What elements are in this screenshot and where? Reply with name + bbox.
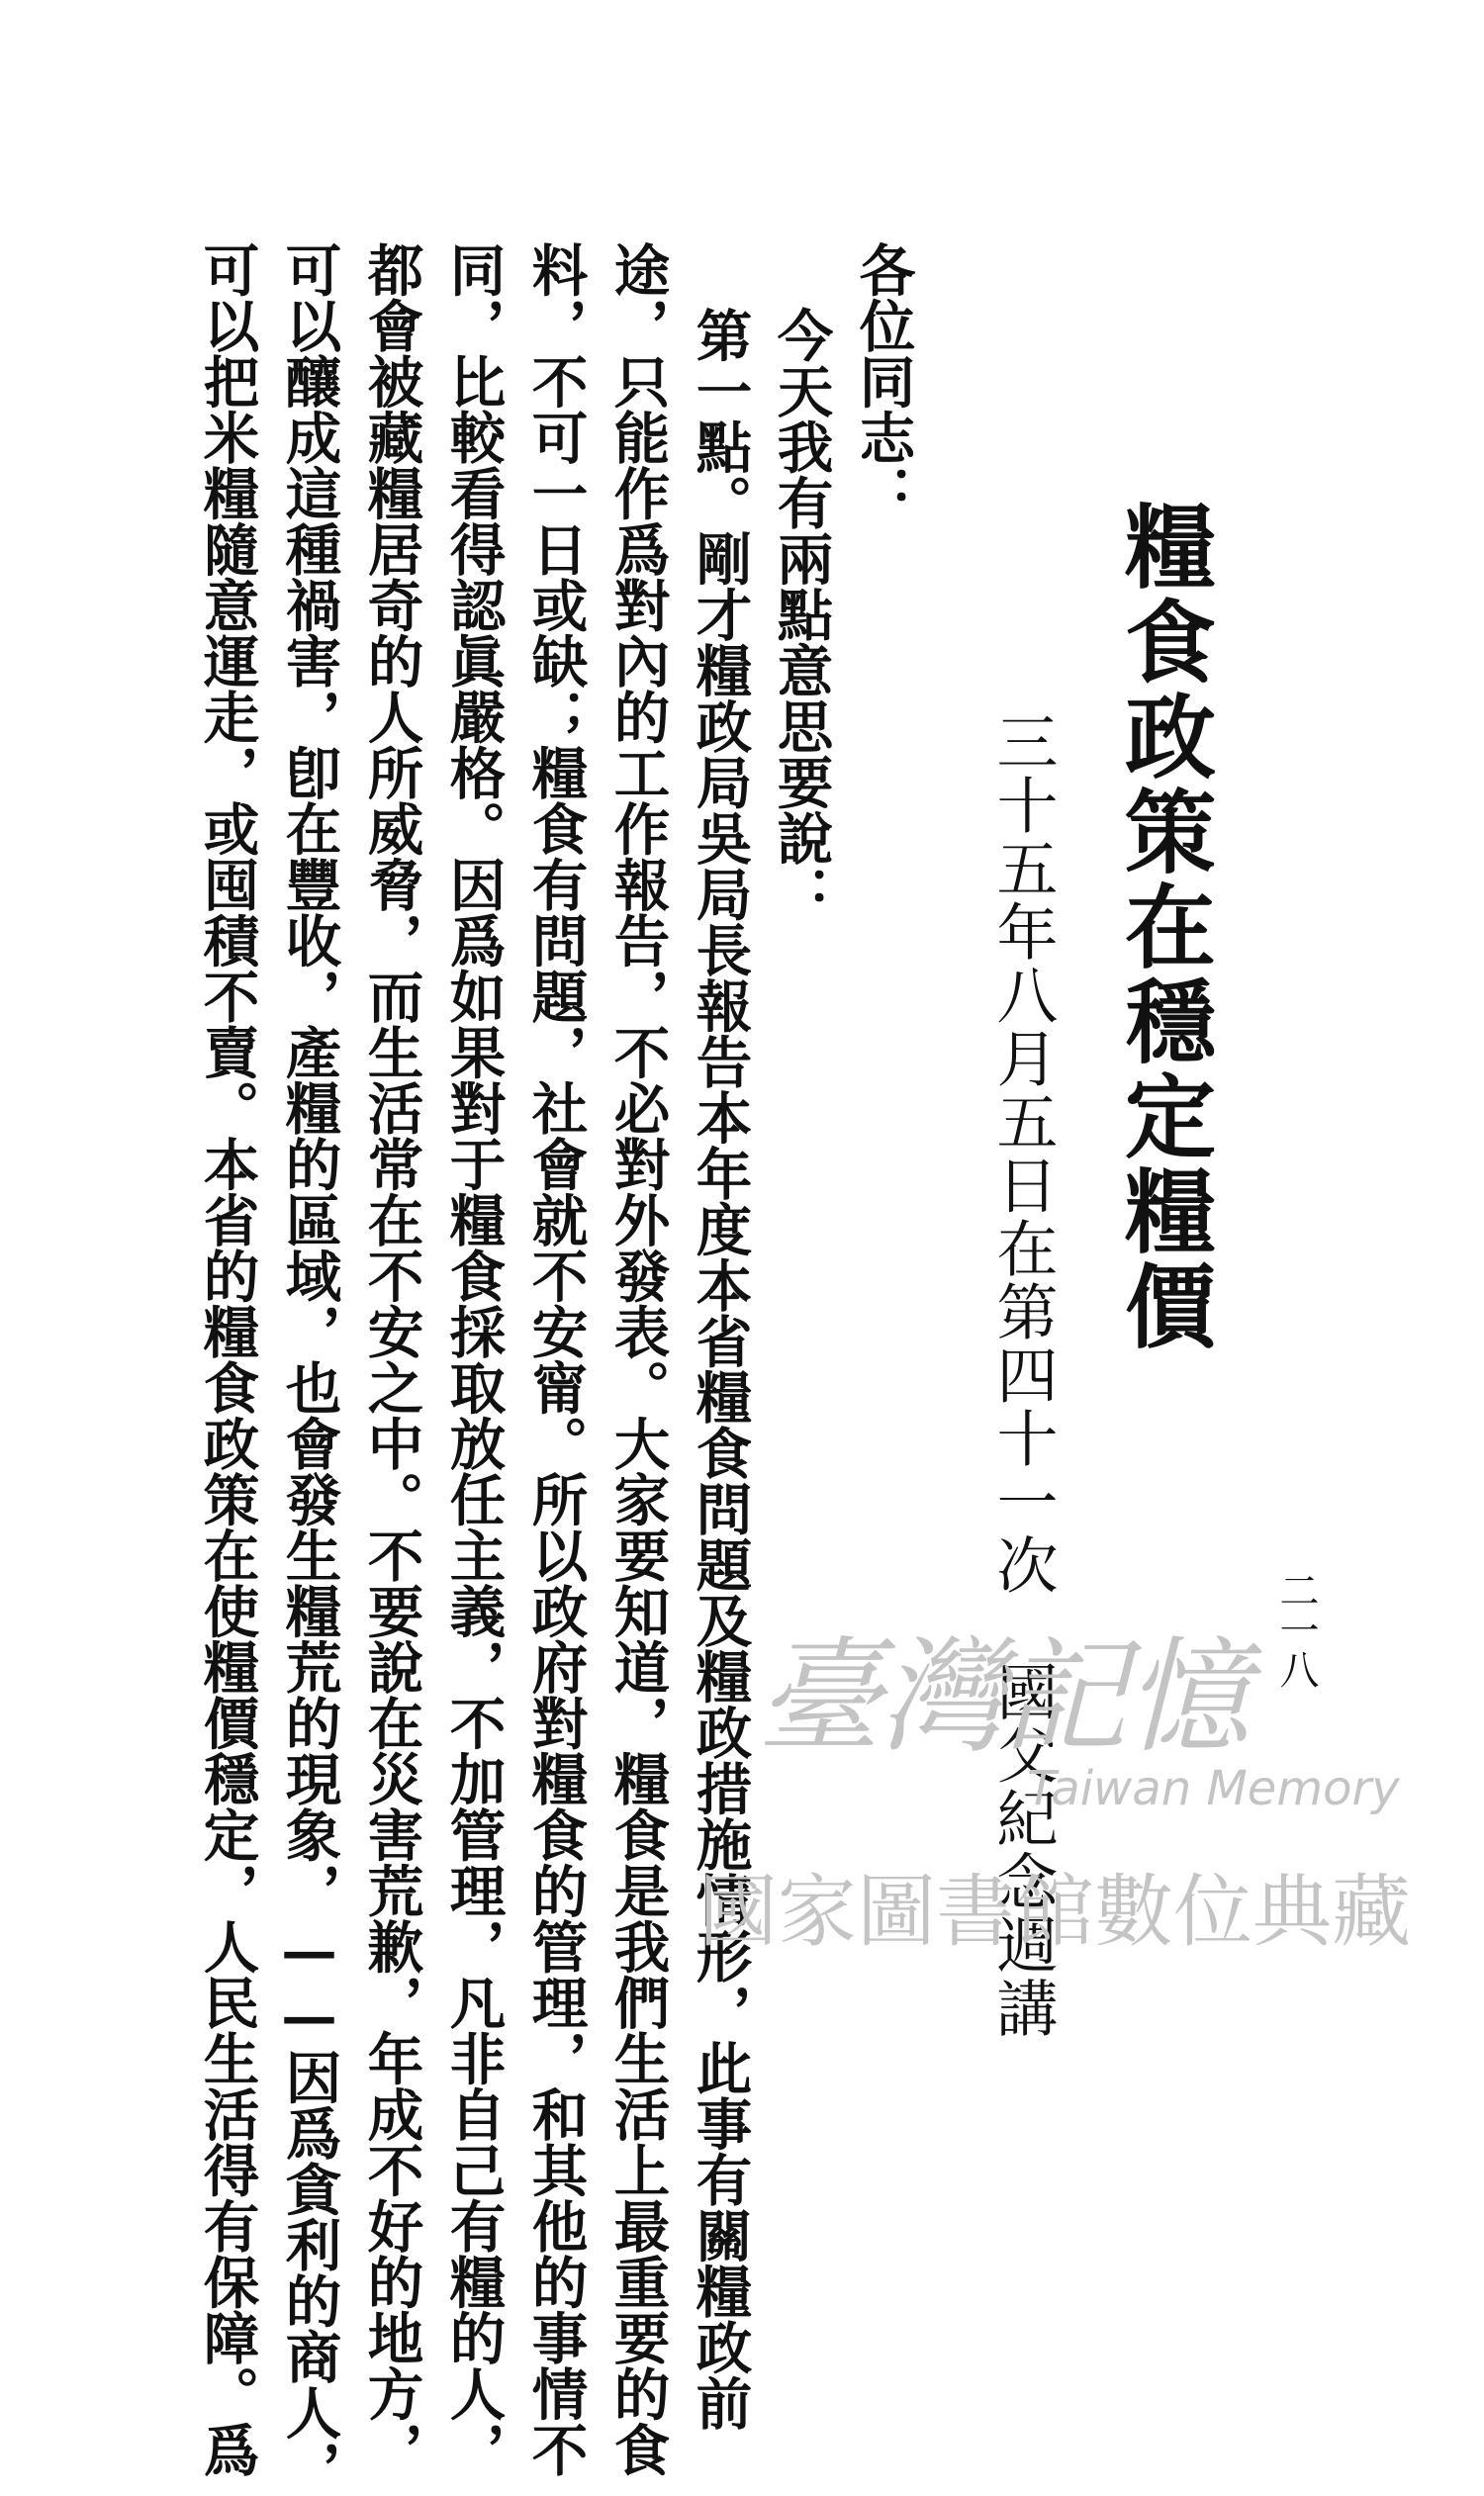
- page-title: 糧食政策在穩定糧價: [1110, 500, 1217, 1354]
- watermark-chinese: 國家圖書館數位典藏: [698, 1866, 1411, 1958]
- body-line: 同，比較看得認眞嚴格。因爲如果對于糧食採取放任主義，不加管理，凡非自己有糧的人，: [440, 241, 507, 2477]
- body-line: 今天我有兩點意思要說：: [768, 307, 834, 922]
- watermark-logo: 臺灣記憶: [757, 1624, 1248, 1770]
- speech-date-subtitle: 三十五年八月五日在第四十一次 國父紀念週講: [986, 710, 1059, 2040]
- body-line: 可以釀成這種禍害，卽在豐收，產糧的區域，也會發生糧荒的現象，——因爲貪利的商人，: [276, 241, 342, 2496]
- body-line: 第一點。剛才糧政局吳局長報告本年度本省糧食問題及糧政措施情形，此事有關糧政前: [687, 307, 753, 2431]
- body-line-salutation: 各位同志：: [850, 241, 916, 521]
- watermark-english: Taiwan Memory: [1027, 1761, 1400, 1816]
- body-line: 都會被藏糧居奇的人所威脅，而生活常在不安之中。不要說在災害荒歉，年成不好的地方，: [358, 241, 424, 2477]
- body-line: 途，只能作爲對內的工作報告，不必對外發表。大家要知道，糧食是我們生活上最重要的食: [604, 241, 671, 2477]
- page-number: 二一八: [1273, 1570, 1319, 1689]
- body-line: 可以把米糧隨意運走，或囤積不賣。本省的糧食政策在使糧價穩定，人民生活得有保障。爲: [194, 241, 260, 2477]
- body-line: 料，不可一日或缺；糧食有問題，社會就不安甯。所以政府對糧食的管理，和其他的事情不: [522, 241, 589, 2477]
